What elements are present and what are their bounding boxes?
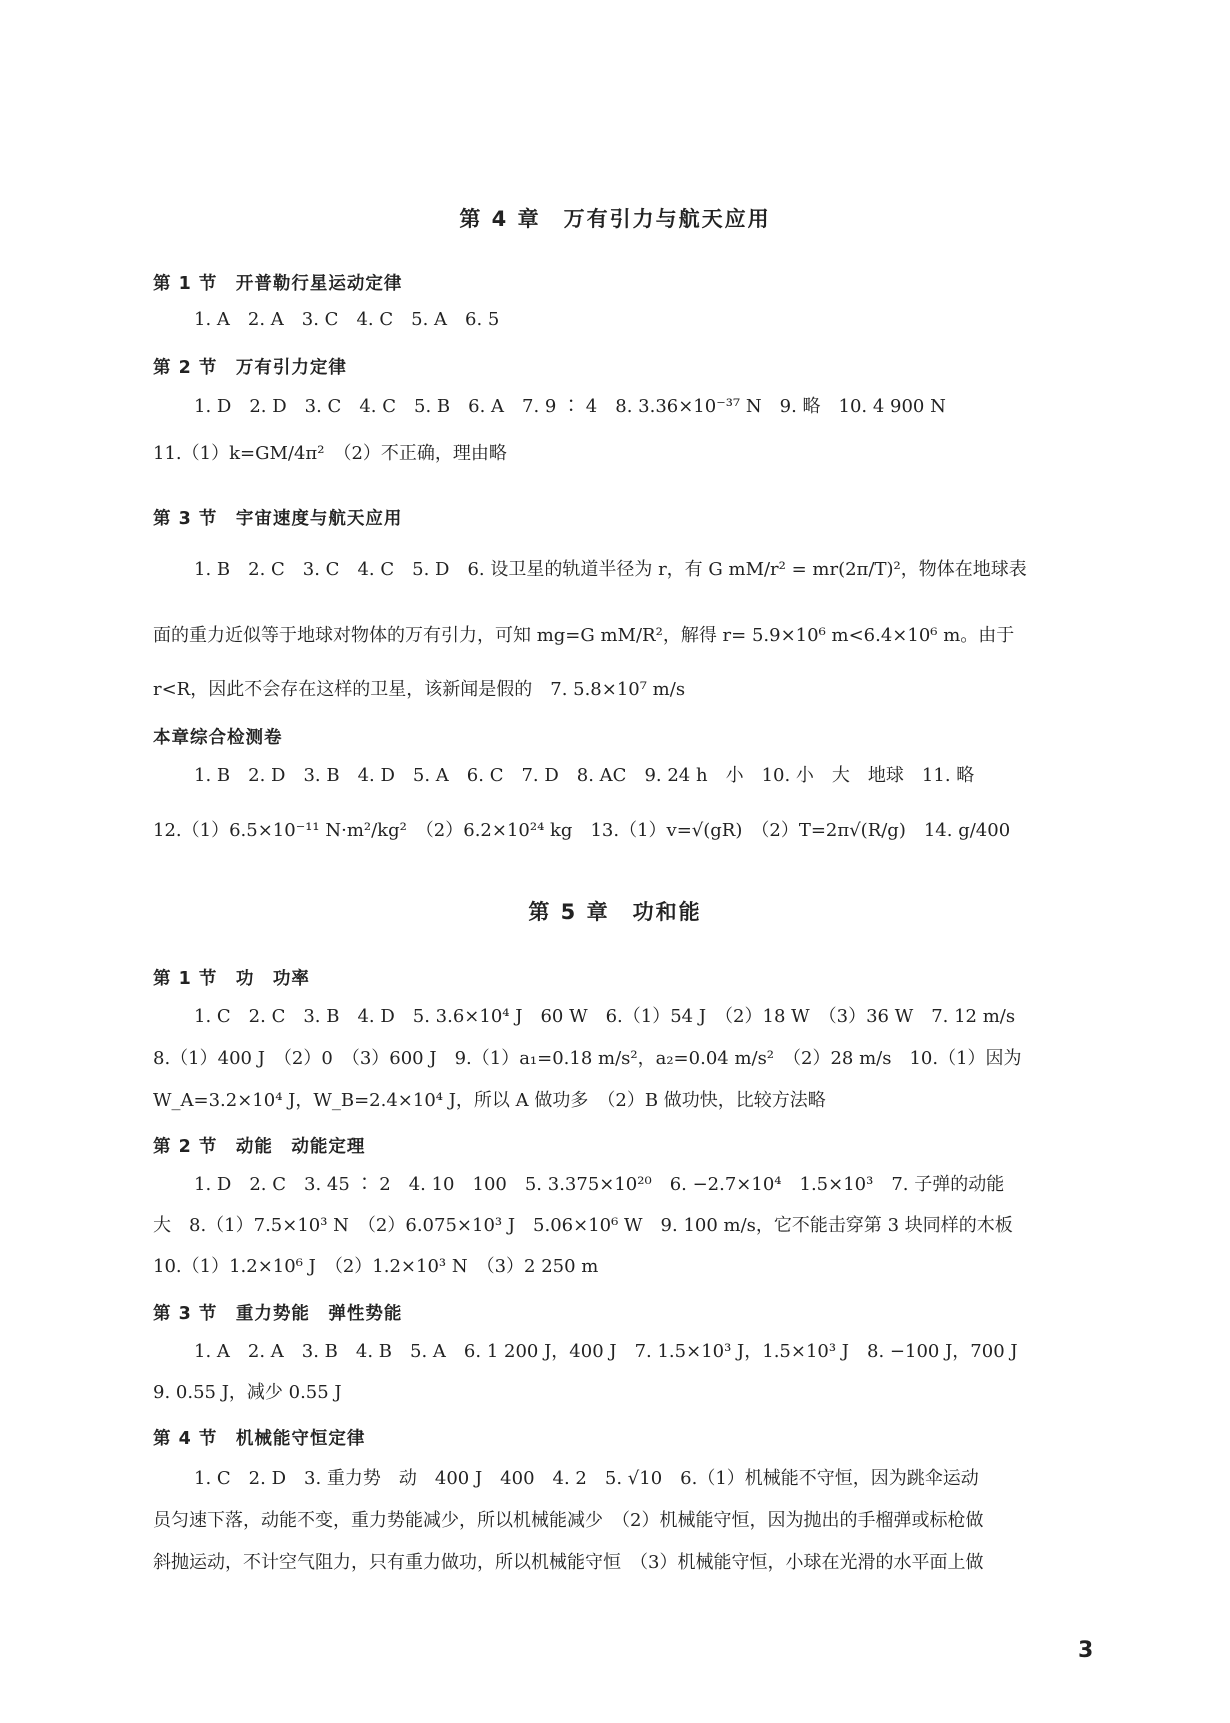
answer-line: 大 8.（1）7.5×10³ N （2）6.075×10³ J 5.06×10⁶ W 9. 100 m/s，它不能击穿第 3 块同样的木板 [153, 1215, 1013, 1236]
answer-line: r<R，因此不会存在这样的卫星，该新闻是假的 7. 5.8×10⁷ m/s [153, 679, 686, 700]
answer-line: 9. 0.55 J，减少 0.55 J [153, 1382, 342, 1403]
answer-line: 1. C 2. C 3. B 4. D 5. 3.6×10⁴ J 60 W 6.（1）54 J （2）18 W （3）36 W 7. 12 m/s [194, 1006, 1016, 1027]
answer-line: 1. D 2. D 3. C 4. C 5. B 6. A 7. 9 ∶ 4 8. 3.36×10⁻³⁷ N 9. 略 10. 4 900 N [194, 396, 946, 417]
section-title: 第 3 节 重力势能 弹性势能 [153, 1304, 403, 1324]
section-title: 第 1 节 功 功率 [153, 969, 310, 989]
answer-line: 1. B 2. C 3. C 4. C 5. D 6. 设卫星的轨道半径为 r，有 G mM/r² = mr(2π/T)²，物体在地球表 [194, 559, 1027, 580]
answer-line: 8.（1）400 J （2）0 （3）600 J 9.（1）a₁=0.18 m/s²，a₂=0.04 m/s² （2）28 m/s 10.（1）因为 [153, 1048, 1022, 1069]
answer-line: 11.（1）k=GM/4π² （2）不正确，理由略 [153, 443, 507, 464]
answer-line: W_A=3.2×10⁴ J，W_B=2.4×10⁴ J，所以 A 做功多 （2）B 做功快，比较方法略 [153, 1090, 826, 1111]
section-title: 第 4 节 机械能守恒定律 [153, 1429, 366, 1449]
answer-line: 1. C 2. D 3. 重力势 动 400 J 400 4. 2 5. √10 6.（1）机械能不守恒，因为跳伞运动 [194, 1468, 979, 1489]
section-title: 本章综合检测卷 [153, 728, 283, 748]
chapter-5-title: 第 5 章 功和能 [528, 900, 702, 924]
answer-line: 员匀速下落，动能不变，重力势能减少，所以机械能减少 （2）机械能守恒，因为抛出的手榴弹或标枪做 [153, 1510, 984, 1531]
answer-line: 1. A 2. A 3. C 4. C 5. A 6. 5 [194, 309, 500, 330]
section-title: 第 2 节 万有引力定律 [153, 358, 347, 378]
answer-line: 1. B 2. D 3. B 4. D 5. A 6. C 7. D 8. AC 9. 24 h 小 10. 小 大 地球 11. 略 [194, 765, 975, 786]
answer-line: 面的重力近似等于地球对物体的万有引力，可知 mg=G mM/R²，解得 r= 5.9×10⁶ m<6.4×10⁶ m。由于 [153, 625, 1015, 646]
section-title: 第 1 节 开普勒行星运动定律 [153, 274, 403, 294]
answer-line: 斜抛运动，不计空气阻力，只有重力做功，所以机械能守恒 （3）机械能守恒，小球在光滑的水平面上做 [153, 1552, 984, 1573]
answer-line: 12.（1）6.5×10⁻¹¹ N·m²/kg² （2）6.2×10²⁴ kg 13.（1）v=√(gR) （2）T=2π√(R/g) 14. g/400 [153, 820, 1011, 841]
chapter-4-title: 第 4 章 万有引力与航天应用 [459, 207, 771, 231]
answer-line: 10.（1）1.2×10⁶ J （2）1.2×10³ N （3）2 250 m [153, 1256, 599, 1277]
answer-line: 1. A 2. A 3. B 4. B 5. A 6. 1 200 J，400 J 7. 1.5×10³ J，1.5×10³ J 8. −100 J，700 J [194, 1341, 1018, 1362]
section-title: 第 3 节 宇宙速度与航天应用 [153, 509, 403, 529]
page-number: 3 [1078, 1638, 1094, 1663]
answer-line: 1. D 2. C 3. 45 ∶ 2 4. 10 100 5. 3.375×10²⁰ 6. −2.7×10⁴ 1.5×10³ 7. 子弹的动能 [194, 1174, 1005, 1195]
section-title: 第 2 节 动能 动能定理 [153, 1137, 366, 1157]
